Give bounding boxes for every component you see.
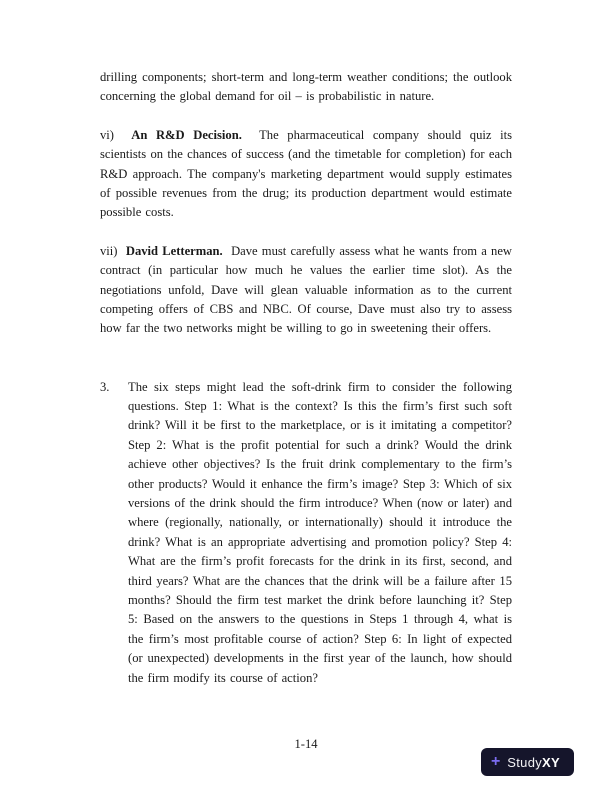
item-title: David Letterman. (125, 243, 223, 258)
brand-text-light: Study (507, 754, 543, 770)
page-number: 1-14 (294, 737, 318, 751)
page-content (100, 68, 512, 688)
paragraph-rd-decision (100, 126, 512, 223)
item-title: An R&D Decision. (131, 127, 242, 142)
item-marker: vii) (100, 243, 118, 258)
item-marker: vi) (100, 127, 114, 142)
paragraph-david-letterman (100, 242, 512, 339)
brand-text (507, 755, 560, 770)
paragraph-text: The pharmaceutical company should quiz its scientists on the chances of success (and the timetable for completion) for each R&D approach. The company's marketing department would supply estimates of possible revenues from the drug; its production department would estimate possible costs. (100, 127, 513, 220)
brand-text-bold: XY (542, 754, 560, 770)
numbered-item-3 (100, 378, 512, 688)
paragraph-text: The six steps might lead the soft-drink firm to consider the following questions. Step 1: What is the context? Is this the firm’s first such soft drink? Will it be first to the marketplace, or is it imitating a competitor? Step 2: What is the profit potential for such a drink? Would the drink achieve other objectives? Is the fruit drink complementary to the firm’s other products? Would it enhance the firm’s image? Step 3: Which of six versions of the drink should the firm introduce? When (now or later) and where (regionally, nationally, or internationally) should it introduce the drink? What is an appropriate advertising and promotion policy? Step 4: What are the firm’s profit forecasts for the drink in its first, second, and third years? What are the chances that the drink will be a failure after 15 months? Should the firm test market the drink before launching it? Step 5: Based on the answers to the questions in Steps 1 through 4, what is the firm’s most profitable course of action? Step 6: In light of expected (or unexpected) developments in the first year of the launch, how should the firm modify its course of action? (128, 379, 512, 685)
item-number: 3. (100, 379, 110, 394)
paragraph-intro-continuation (100, 68, 512, 107)
plus-icon: + (490, 753, 501, 770)
paragraph-text: Dave must carefully assess what he wants from a new contract (in particular how much he values the earlier time slot). As the negotiations unfold, Dave will glean valuable information as to the current competing offers of CBS and NBC. Of course, Dave must also try to assess how far the two networks might be willing to go in sweetening their offers. (100, 243, 513, 336)
paragraph-text: drilling components; short-term and long-term weather conditions; the outlook concerning the global demand for oil – is probabilistic in nature. (100, 70, 512, 104)
studyxy-logo (481, 748, 574, 776)
